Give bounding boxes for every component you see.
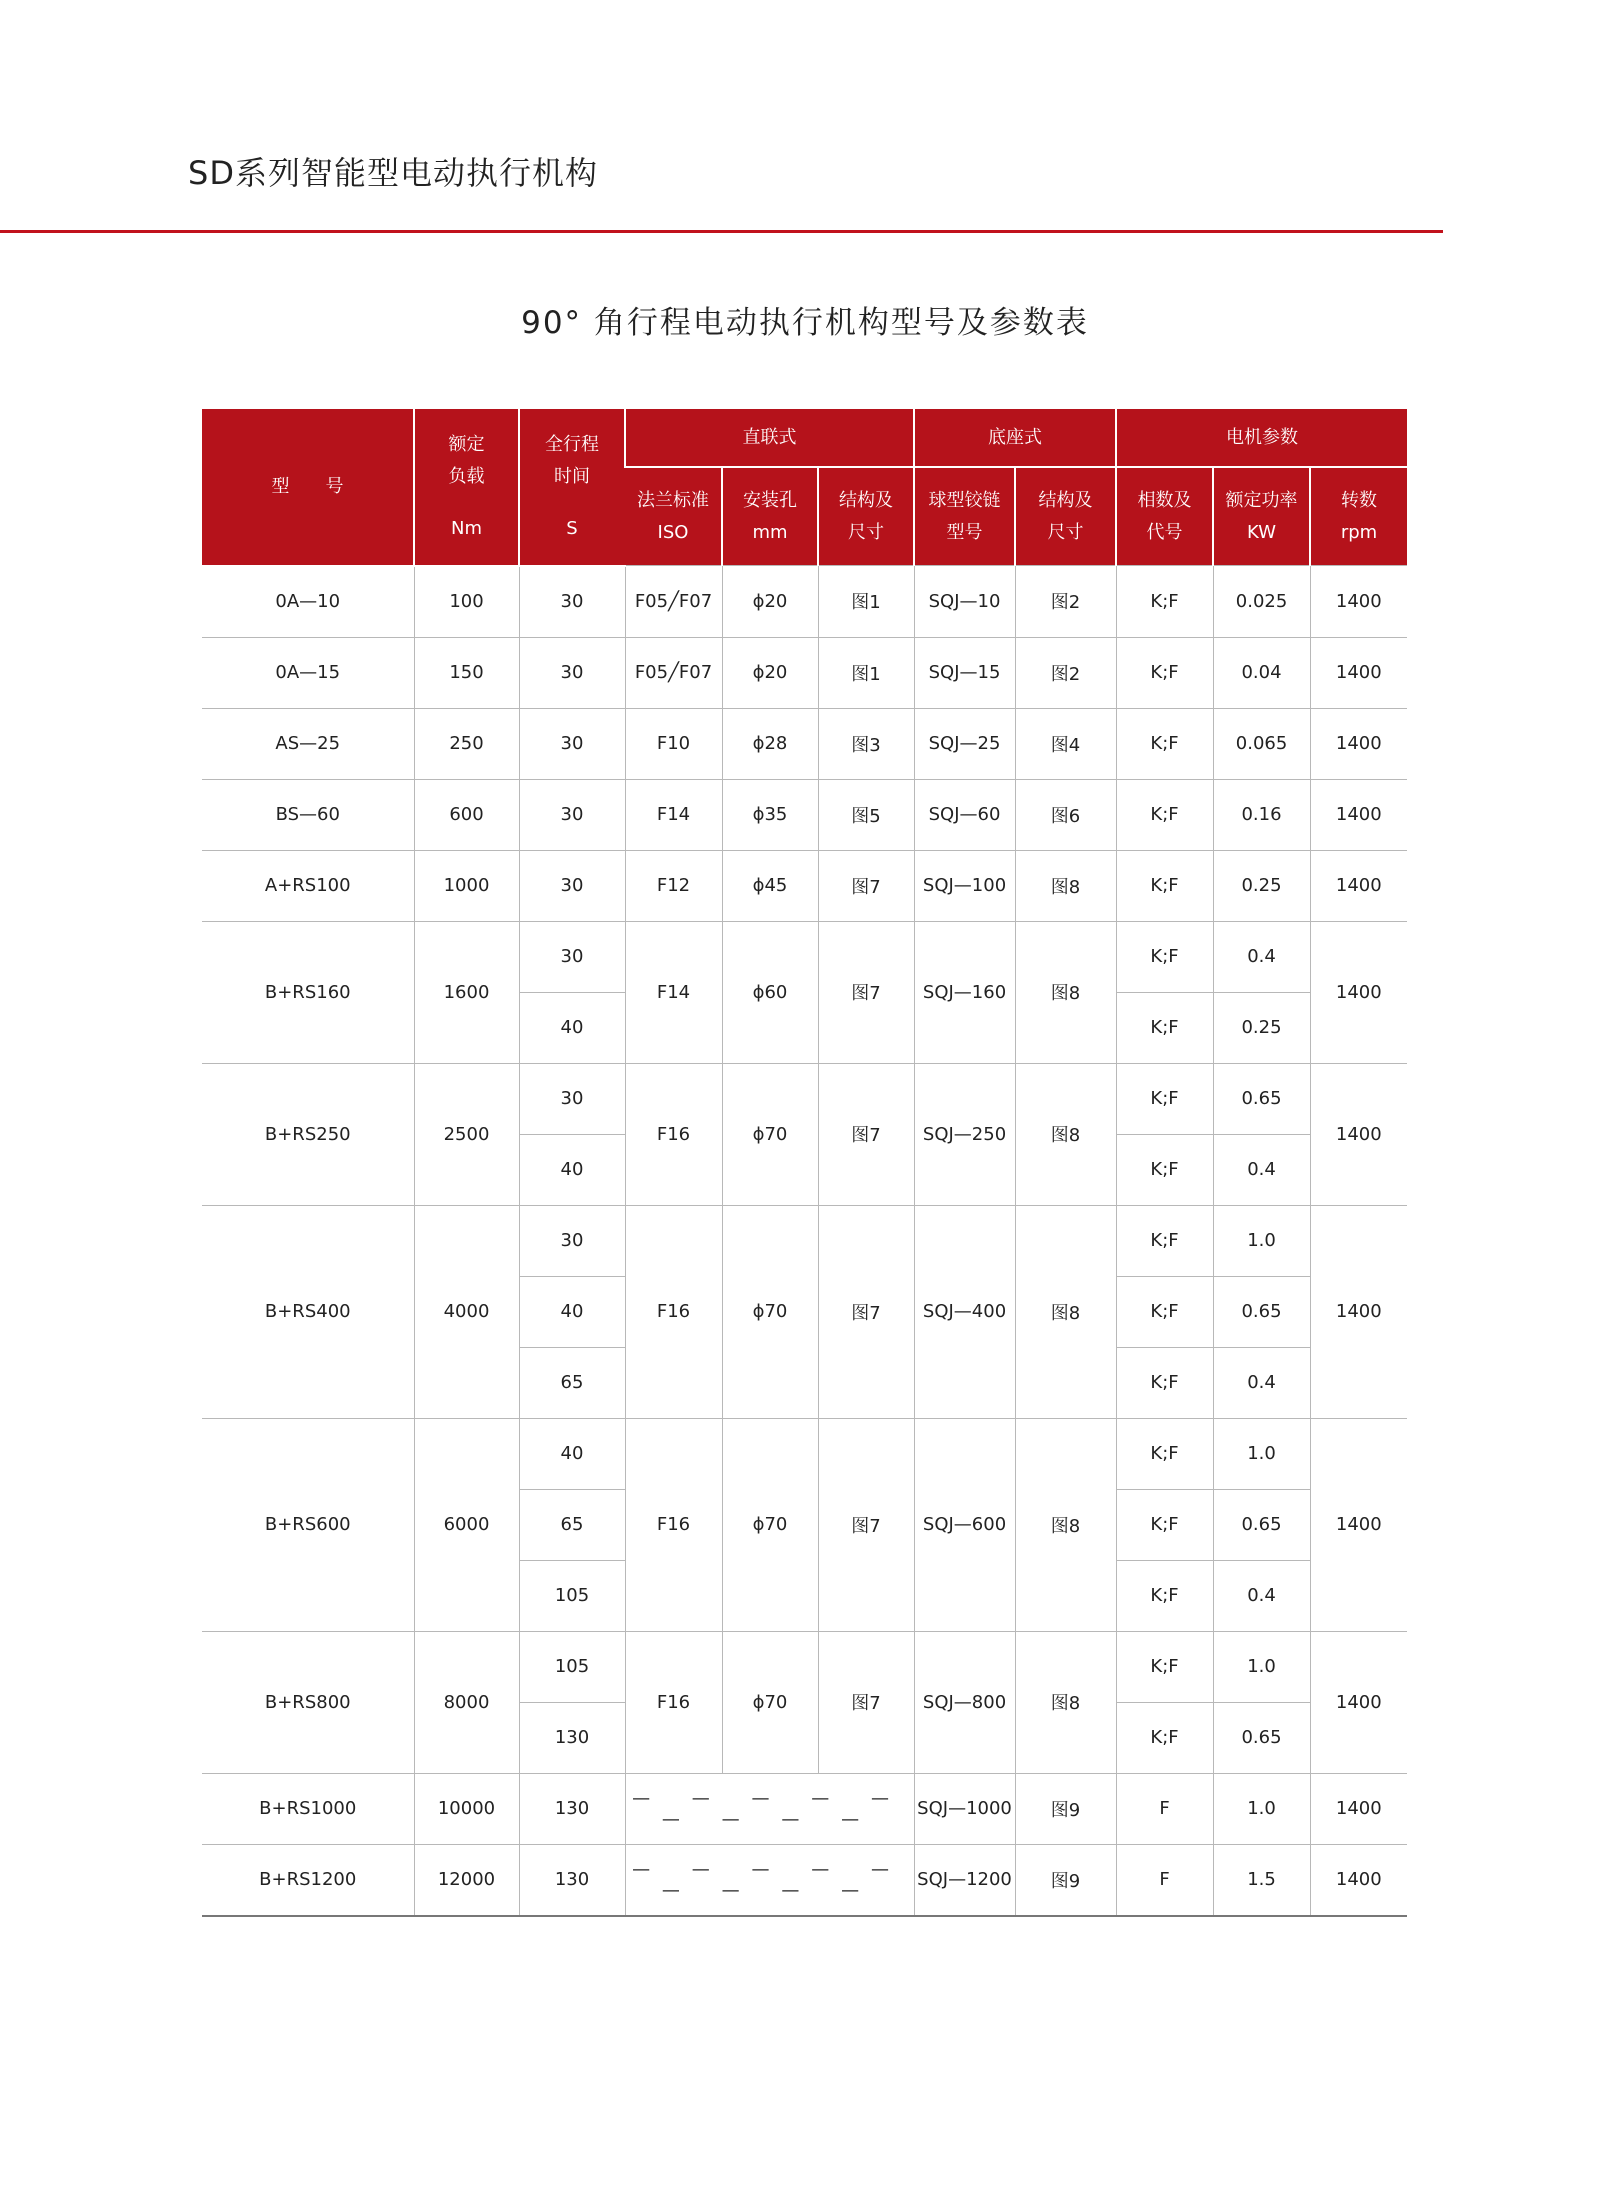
cell-model: 0A—15 xyxy=(202,637,414,708)
cell-struct: 图7 xyxy=(818,921,914,1063)
cell-phase: K;F xyxy=(1116,1489,1213,1560)
cell-speed: 1400 xyxy=(1310,779,1407,850)
cell-flange: F05╱F07 xyxy=(625,566,722,638)
cell-stroke: 130 xyxy=(519,1773,625,1844)
cell-stroke: 30 xyxy=(519,708,625,779)
cell-struct-base: 图9 xyxy=(1015,1844,1116,1916)
cell-power: 1.0 xyxy=(1213,1205,1310,1276)
cell-stroke: 105 xyxy=(519,1631,625,1702)
cell-phase: F xyxy=(1116,1773,1213,1844)
cell-power: 1.0 xyxy=(1213,1773,1310,1844)
cell-struct: 图7 xyxy=(818,1418,914,1631)
cell-ball-joint: SQJ—100 xyxy=(914,850,1015,921)
cell-stroke: 30 xyxy=(519,637,625,708)
cell-stroke: 130 xyxy=(519,1844,625,1916)
cell-hole: ϕ70 xyxy=(722,1205,818,1418)
cell-torque: 1600 xyxy=(414,921,519,1063)
cell-struct-base: 图6 xyxy=(1015,779,1116,850)
table-row xyxy=(202,1205,1407,1276)
cell-struct-base: 图9 xyxy=(1015,1773,1116,1844)
cell-torque: 150 xyxy=(414,637,519,708)
cell-power: 0.16 xyxy=(1213,779,1310,850)
cell-power: 0.025 xyxy=(1213,566,1310,638)
cell-hole: ϕ60 xyxy=(722,921,818,1063)
cell-speed: 1400 xyxy=(1310,1418,1407,1631)
cell-ball-joint: SQJ—600 xyxy=(914,1418,1015,1631)
cell-stroke: 40 xyxy=(519,1134,625,1205)
cell-phase: K;F xyxy=(1116,1205,1213,1276)
cell-model: A+RS100 xyxy=(202,850,414,921)
col-speed: 转数 rpm xyxy=(1310,467,1407,566)
cell-stroke: 30 xyxy=(519,566,625,638)
cell-model: 0A—10 xyxy=(202,566,414,638)
cell-flange: F16 xyxy=(625,1418,722,1631)
cell-model: B+RS160 xyxy=(202,921,414,1063)
col-struct-base: 结构及 尺寸 xyxy=(1015,467,1116,566)
cell-ball-joint: SQJ—15 xyxy=(914,637,1015,708)
table-body xyxy=(202,566,1407,1916)
cell-flange: F16 xyxy=(625,1631,722,1773)
cell-phase: K;F xyxy=(1116,1134,1213,1205)
cell-power: 0.04 xyxy=(1213,637,1310,708)
cell-phase: K;F xyxy=(1116,1276,1213,1347)
cell-phase: K;F xyxy=(1116,637,1213,708)
cell-speed: 1400 xyxy=(1310,1063,1407,1205)
cell-struct: 图3 xyxy=(818,708,914,779)
cell-speed: 1400 xyxy=(1310,1773,1407,1844)
cell-phase: K;F xyxy=(1116,850,1213,921)
cell-stroke: 30 xyxy=(519,1063,625,1134)
page-header-title: SD系列智能型电动执行机构 xyxy=(188,154,598,192)
cell-struct-base: 图2 xyxy=(1015,637,1116,708)
cell-struct-base: 图8 xyxy=(1015,850,1116,921)
cell-flange: F10 xyxy=(625,708,722,779)
table-row xyxy=(202,1063,1407,1134)
cell-torque: 10000 xyxy=(414,1773,519,1844)
table-row xyxy=(202,850,1407,921)
col-flange: 法兰标准 ISO xyxy=(625,467,722,566)
cell-phase: K;F xyxy=(1116,708,1213,779)
col-torque: 额定 负载 Nm xyxy=(414,409,519,566)
cell-speed: 1400 xyxy=(1310,1844,1407,1916)
col-stroke-time: 全行程 时间 S xyxy=(519,409,625,566)
cell-model: B+RS1000 xyxy=(202,1773,414,1844)
cell-stroke: 105 xyxy=(519,1560,625,1631)
table-row xyxy=(202,637,1407,708)
cell-phase: K;F xyxy=(1116,1347,1213,1418)
cell-power: 0.4 xyxy=(1213,921,1310,992)
cell-phase: F xyxy=(1116,1844,1213,1916)
cell-phase: K;F xyxy=(1116,1560,1213,1631)
cell-speed: 1400 xyxy=(1310,637,1407,708)
col-ball-joint: 球型铰链 型号 xyxy=(914,467,1015,566)
cell-hole: ϕ70 xyxy=(722,1631,818,1773)
cell-torque: 6000 xyxy=(414,1418,519,1631)
cell-model: B+RS800 xyxy=(202,1631,414,1773)
table-row xyxy=(202,921,1407,992)
cell-model: B+RS1200 xyxy=(202,1844,414,1916)
cell-power: 0.25 xyxy=(1213,992,1310,1063)
cell-model: AS—25 xyxy=(202,708,414,779)
cell-model: B+RS400 xyxy=(202,1205,414,1418)
cell-power: 1.5 xyxy=(1213,1844,1310,1916)
cell-struct-base: 图8 xyxy=(1015,1631,1116,1773)
cell-stroke: 40 xyxy=(519,1276,625,1347)
table-title: 90° 角行程电动执行机构型号及参数表 xyxy=(521,305,1089,341)
cell-hole: ϕ70 xyxy=(722,1418,818,1631)
parameter-table xyxy=(202,409,1407,1917)
cell-stroke: 40 xyxy=(519,992,625,1063)
cell-direct-dash: — — — — — — — — — xyxy=(625,1773,914,1844)
cell-speed: 1400 xyxy=(1310,921,1407,1063)
cell-struct: 图7 xyxy=(818,1631,914,1773)
cell-struct: 图7 xyxy=(818,850,914,921)
cell-flange: F05╱F07 xyxy=(625,637,722,708)
table-header xyxy=(202,409,1407,566)
group-direct: 直联式 xyxy=(625,409,914,467)
cell-ball-joint: SQJ—10 xyxy=(914,566,1015,638)
table-row xyxy=(202,708,1407,779)
cell-torque: 600 xyxy=(414,779,519,850)
cell-struct-base: 图8 xyxy=(1015,1418,1116,1631)
col-power: 额定功率 KW xyxy=(1213,467,1310,566)
cell-phase: K;F xyxy=(1116,921,1213,992)
cell-stroke: 30 xyxy=(519,921,625,992)
cell-torque: 2500 xyxy=(414,1063,519,1205)
cell-phase: K;F xyxy=(1116,992,1213,1063)
col-hole: 安装孔 mm xyxy=(722,467,818,566)
cell-model: B+RS600 xyxy=(202,1418,414,1631)
cell-torque: 100 xyxy=(414,566,519,638)
cell-ball-joint: SQJ—25 xyxy=(914,708,1015,779)
cell-phase: K;F xyxy=(1116,1063,1213,1134)
cell-ball-joint: SQJ—160 xyxy=(914,921,1015,1063)
cell-torque: 8000 xyxy=(414,1631,519,1773)
cell-power: 0.65 xyxy=(1213,1276,1310,1347)
col-model: 型 号 xyxy=(202,409,414,566)
cell-struct: 图5 xyxy=(818,779,914,850)
cell-flange: F16 xyxy=(625,1063,722,1205)
col-struct: 结构及 尺寸 xyxy=(818,467,914,566)
cell-power: 0.4 xyxy=(1213,1560,1310,1631)
cell-stroke: 30 xyxy=(519,850,625,921)
cell-flange: F14 xyxy=(625,779,722,850)
cell-power: 1.0 xyxy=(1213,1631,1310,1702)
cell-ball-joint: SQJ—250 xyxy=(914,1063,1015,1205)
cell-hole: ϕ20 xyxy=(722,637,818,708)
cell-struct: 图7 xyxy=(818,1205,914,1418)
cell-model: BS—60 xyxy=(202,779,414,850)
table-row xyxy=(202,1631,1407,1702)
cell-torque: 4000 xyxy=(414,1205,519,1418)
cell-hole: ϕ20 xyxy=(722,566,818,638)
cell-ball-joint: SQJ—400 xyxy=(914,1205,1015,1418)
cell-ball-joint: SQJ—800 xyxy=(914,1631,1015,1773)
table-row xyxy=(202,1773,1407,1844)
cell-direct-dash: — — — — — — — — — xyxy=(625,1844,914,1916)
cell-stroke: 40 xyxy=(519,1418,625,1489)
cell-model: B+RS250 xyxy=(202,1063,414,1205)
cell-phase: K;F xyxy=(1116,779,1213,850)
cell-stroke: 65 xyxy=(519,1489,625,1560)
cell-speed: 1400 xyxy=(1310,850,1407,921)
cell-phase: K;F xyxy=(1116,566,1213,638)
cell-phase: K;F xyxy=(1116,1631,1213,1702)
group-base: 底座式 xyxy=(914,409,1116,467)
cell-ball-joint: SQJ—1200 xyxy=(914,1844,1015,1916)
cell-power: 0.65 xyxy=(1213,1489,1310,1560)
cell-struct: 图1 xyxy=(818,637,914,708)
cell-struct-base: 图8 xyxy=(1015,1205,1116,1418)
cell-hole: ϕ45 xyxy=(722,850,818,921)
cell-speed: 1400 xyxy=(1310,708,1407,779)
cell-phase: K;F xyxy=(1116,1418,1213,1489)
cell-speed: 1400 xyxy=(1310,1631,1407,1773)
cell-power: 0.065 xyxy=(1213,708,1310,779)
cell-hole: ϕ28 xyxy=(722,708,818,779)
cell-power: 0.25 xyxy=(1213,850,1310,921)
cell-stroke: 30 xyxy=(519,1205,625,1276)
cell-power: 0.65 xyxy=(1213,1063,1310,1134)
cell-power: 1.0 xyxy=(1213,1418,1310,1489)
cell-phase: K;F xyxy=(1116,1702,1213,1773)
cell-flange: F16 xyxy=(625,1205,722,1418)
cell-torque: 250 xyxy=(414,708,519,779)
cell-torque: 12000 xyxy=(414,1844,519,1916)
cell-power: 0.4 xyxy=(1213,1134,1310,1205)
cell-power: 0.65 xyxy=(1213,1702,1310,1773)
cell-ball-joint: SQJ—1000 xyxy=(914,1773,1015,1844)
table-row xyxy=(202,1418,1407,1489)
cell-stroke: 130 xyxy=(519,1702,625,1773)
group-motor: 电机参数 xyxy=(1116,409,1407,467)
cell-ball-joint: SQJ—60 xyxy=(914,779,1015,850)
cell-stroke: 30 xyxy=(519,779,625,850)
cell-hole: ϕ70 xyxy=(722,1063,818,1205)
table-row xyxy=(202,566,1407,638)
col-phase: 相数及 代号 xyxy=(1116,467,1213,566)
cell-struct-base: 图8 xyxy=(1015,921,1116,1063)
cell-stroke: 65 xyxy=(519,1347,625,1418)
cell-struct-base: 图2 xyxy=(1015,566,1116,638)
cell-struct-base: 图8 xyxy=(1015,1063,1116,1205)
cell-power: 0.4 xyxy=(1213,1347,1310,1418)
cell-hole: ϕ35 xyxy=(722,779,818,850)
table-row xyxy=(202,779,1407,850)
cell-struct-base: 图4 xyxy=(1015,708,1116,779)
cell-struct: 图1 xyxy=(818,566,914,638)
cell-flange: F14 xyxy=(625,921,722,1063)
table-row xyxy=(202,1844,1407,1916)
cell-flange: F12 xyxy=(625,850,722,921)
cell-struct: 图7 xyxy=(818,1063,914,1205)
cell-torque: 1000 xyxy=(414,850,519,921)
cell-speed: 1400 xyxy=(1310,1205,1407,1418)
header-divider xyxy=(0,230,1443,233)
cell-speed: 1400 xyxy=(1310,566,1407,638)
